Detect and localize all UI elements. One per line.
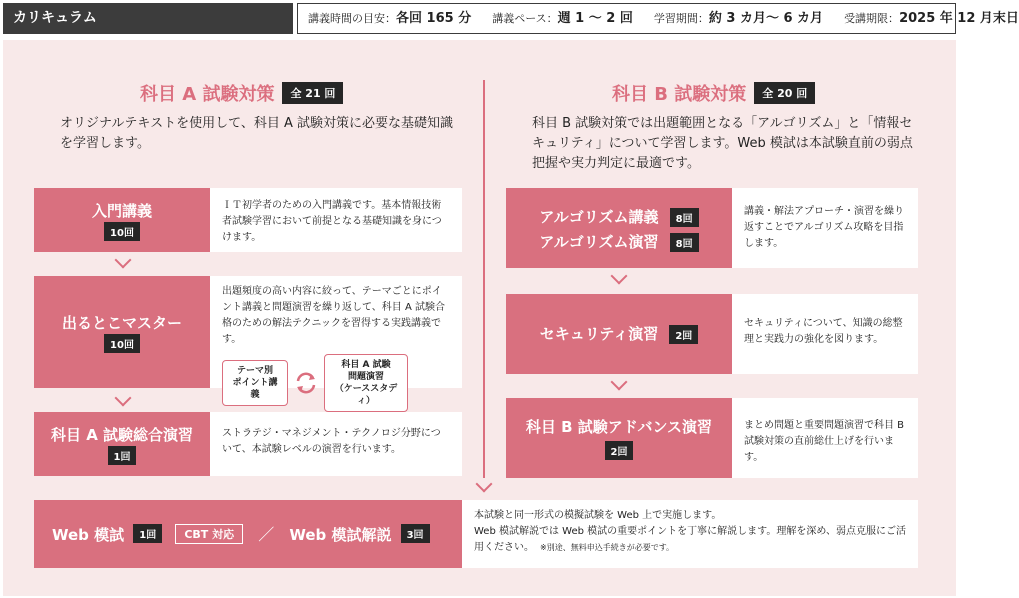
- course-count: 2回: [605, 441, 634, 460]
- info-label: 講義ペース：: [492, 12, 558, 25]
- course-name: Web 模試: [52, 526, 125, 544]
- section-b-title-text: 科目 B 試験対策: [612, 84, 747, 105]
- section-b-title: [612, 80, 815, 106]
- course-desc-text: 出題頻度の高い内容に絞って、テーマごとにポイント講義と問題演習を繰り返して、科目 A 試験合格のための解法テクニックを習得する実践講義です。: [222, 286, 445, 345]
- course-desc: [210, 276, 462, 406]
- web-desc-note: ※別途、無料申込手続きが必要です。: [540, 543, 675, 552]
- course-desc: セキュリティについて、知識の総整理と実践力の強化を図ります。: [732, 294, 918, 374]
- section-a-count: 全 21 回: [282, 82, 343, 104]
- web-desc-text: Web 模試解説では Web 模試の重要ポイントを丁寧に解説します。理解を深め、弱点克服にご活用ください。: [474, 526, 906, 553]
- info-value: 週 1 〜 2 回: [557, 11, 633, 26]
- course-security-exercise: [506, 294, 732, 374]
- course-desc: 講義・解法アプローチ・演習を繰り返すことでアルゴリズム攻略を目指します。: [732, 188, 918, 268]
- course-b-advance-exercise: [506, 398, 732, 478]
- course-name: アルゴリズム演習: [539, 233, 659, 251]
- course-count: 10回: [104, 334, 140, 353]
- course-desc: ＩＴ初学者のための入門講義です。基本情報技術者試験学習において前提となる基礎知識を身につけます。: [210, 188, 462, 252]
- info-value: 2025 年 12 月末日: [899, 11, 1019, 26]
- course-name: 科目 B 試験アドバンス演習: [525, 418, 713, 436]
- course-algorithm: [506, 188, 732, 268]
- course-count: 2回: [669, 325, 698, 344]
- cycle-box-exercise: 科目 A 試験 問題演習 （ケーススタディ）: [324, 354, 408, 412]
- course-desc: ストラテジ・マネジメント・テクノロジ分野について、本試験レベルの演習を行います。: [210, 412, 462, 476]
- course-count: 1回: [108, 446, 137, 465]
- course-count: 10回: [104, 222, 140, 241]
- separator: ／: [258, 525, 275, 544]
- course-a-general-exercise: [34, 412, 210, 476]
- info-value: 各回 165 分: [396, 11, 472, 26]
- web-desc-line: [474, 524, 906, 556]
- cbt-badge: CBT 対応: [175, 524, 243, 544]
- section-a-title-text: 科目 A 試験対策: [140, 84, 275, 105]
- course-name: アルゴリズム講義: [539, 208, 659, 226]
- course-desc: まとめ問題と重要問題演習で科目 B 試験対策の直前総仕上げを行います。: [732, 398, 918, 478]
- web-desc-line: 本試験と同一形式の模擬試験を Web 上で実施します。: [474, 510, 722, 521]
- course-name: 入門講義: [91, 202, 152, 220]
- web-exam-desc: [462, 500, 918, 568]
- course-count: 1回: [133, 524, 162, 543]
- course-name: 出るとこマスター: [61, 314, 182, 332]
- cycle-diagram: [222, 354, 450, 412]
- section-a-intro: オリジナルテキストを使用して、科目 A 試験対策に必要な基礎知識を学習します。: [60, 116, 453, 151]
- course-row: [506, 231, 732, 252]
- page-title: カリキュラム: [3, 3, 293, 34]
- course-row: [506, 206, 732, 227]
- course-info: [297, 3, 1019, 34]
- info-label: 学習期間：: [653, 12, 709, 25]
- top-bar: [0, 0, 1019, 38]
- course-derutoko-master: [34, 276, 210, 388]
- course-intro-lecture: [34, 188, 210, 252]
- info-label: 講義時間の目安：: [308, 12, 396, 25]
- course-name: Web 模試解説: [289, 526, 392, 544]
- cycle-arrows-icon: [294, 372, 318, 394]
- section-a-title: [140, 80, 343, 106]
- section-divider: [483, 80, 485, 478]
- course-web-mock-exam: [34, 500, 462, 568]
- section-b-intro: 科目 B 試験対策では出題範囲となる「アルゴリズム」と「情報セキュリティ」について学習します。Web 模試は本試験直前の弱点把握や実力判定に最適です。: [532, 116, 913, 171]
- cycle-box-lecture: テーマ別 ポイント講義: [222, 360, 288, 406]
- course-count: 8回: [670, 233, 699, 252]
- course-name: 科目 A 試験総合演習: [50, 426, 194, 444]
- section-b-count: 全 20 回: [754, 82, 815, 104]
- course-count: 8回: [670, 208, 699, 227]
- course-name: セキュリティ演習: [539, 325, 659, 343]
- info-label: 受講期限：: [844, 12, 900, 25]
- info-value: 約 3 カ月〜 6 カ月: [708, 11, 824, 26]
- course-count: 3回: [401, 524, 430, 543]
